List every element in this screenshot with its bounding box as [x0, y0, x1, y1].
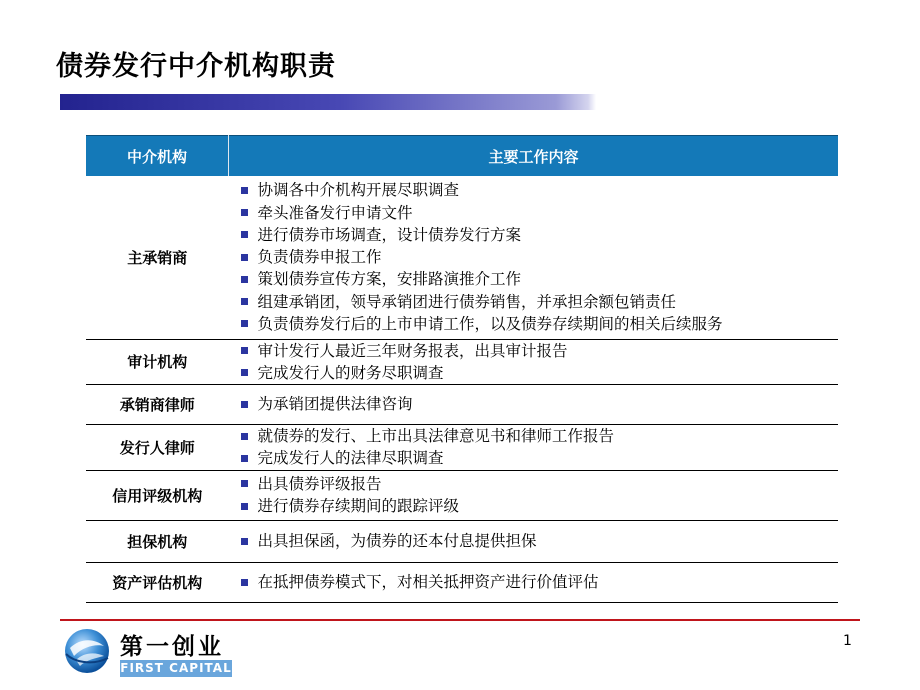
table-row	[86, 470, 838, 520]
duty-text: 组建承销团，领导承销团进行债券销售，并承担余额包销责任	[257, 292, 677, 311]
duties-cell	[229, 520, 839, 562]
list-item	[241, 268, 839, 290]
header-content: 主要工作内容	[229, 136, 839, 177]
square-bullet-icon	[241, 369, 248, 376]
square-bullet-icon	[241, 276, 248, 283]
list-item	[241, 530, 839, 552]
list-item	[241, 202, 839, 224]
header-org: 中介机构	[86, 136, 229, 177]
table-row	[86, 562, 838, 602]
page-number: 1	[843, 633, 852, 649]
title-underline-bar	[60, 94, 860, 110]
list-item	[241, 340, 839, 362]
list-item	[241, 447, 839, 469]
square-bullet-icon	[241, 579, 248, 586]
table-row	[86, 385, 838, 425]
list-item	[241, 224, 839, 246]
duties-list	[229, 340, 839, 385]
square-bullet-icon	[241, 503, 248, 510]
duty-text: 进行债券存续期间的跟踪评级	[257, 497, 460, 516]
table-row	[86, 425, 838, 471]
duty-text: 审计发行人最近三年财务报表，出具审计报告	[257, 341, 568, 360]
list-item	[241, 313, 839, 335]
square-bullet-icon	[241, 231, 248, 238]
duty-text: 完成发行人的财务尽职调查	[257, 363, 444, 382]
org-name-cell: 承销商律师	[86, 385, 229, 425]
table-header-row	[86, 136, 838, 177]
list-item	[241, 473, 839, 495]
duty-text: 策划债券宣传方案，安排路演推介工作	[257, 270, 522, 289]
list-item	[241, 495, 839, 517]
list-item	[241, 246, 839, 268]
table-row	[86, 176, 838, 339]
square-bullet-icon	[241, 433, 248, 440]
org-name-cell: 审计机构	[86, 339, 229, 385]
duties-cell	[229, 425, 839, 471]
duty-text: 负责债券申报工作	[257, 248, 382, 267]
list-item	[241, 571, 839, 593]
globe-logo-icon	[62, 626, 112, 676]
footer-divider	[60, 619, 860, 621]
duties-list	[229, 179, 839, 335]
duties-cell	[229, 562, 839, 602]
duties-cell	[229, 385, 839, 425]
duties-list	[229, 473, 839, 518]
list-item	[241, 291, 839, 313]
table-row	[86, 339, 838, 385]
square-bullet-icon	[241, 187, 248, 194]
org-name-cell: 信用评级机构	[86, 470, 229, 520]
page-title: 债券发行中介机构职责	[56, 51, 336, 82]
square-bullet-icon	[241, 455, 248, 462]
company-logo	[60, 624, 240, 682]
square-bullet-icon	[241, 347, 248, 354]
org-name-cell: 主承销商	[86, 176, 229, 339]
square-bullet-icon	[241, 298, 248, 305]
square-bullet-icon	[241, 254, 248, 261]
org-name-cell: 担保机构	[86, 520, 229, 562]
duty-text: 出具担保函，为债券的还本付息提供担保	[257, 532, 537, 551]
list-item	[241, 362, 839, 384]
duties-list	[229, 425, 839, 470]
org-name-cell: 发行人律师	[86, 425, 229, 471]
duty-text: 牵头准备发行申请文件	[257, 203, 413, 222]
duties-list	[229, 530, 839, 552]
duties-list	[229, 393, 839, 415]
square-bullet-icon	[241, 480, 248, 487]
org-name-cell: 资产评估机构	[86, 562, 229, 602]
square-bullet-icon	[241, 320, 248, 327]
duty-text: 完成发行人的法律尽职调查	[257, 449, 444, 468]
responsibilities-table	[86, 135, 838, 603]
table-row	[86, 520, 838, 562]
duty-text: 为承销团提供法律咨询	[257, 395, 413, 414]
logo-chinese-text: 第一创业	[120, 633, 224, 660]
duty-text: 进行债券市场调查，设计债券发行方案	[257, 225, 522, 244]
duties-cell	[229, 470, 839, 520]
duty-text: 协调各中介机构开展尽职调查	[257, 181, 460, 200]
duty-text: 负责债券发行后的上市申请工作，以及债券存续期间的相关后续服务	[257, 314, 723, 333]
list-item	[241, 179, 839, 201]
duty-text: 出具债券评级报告	[257, 474, 382, 493]
duties-list	[229, 571, 839, 593]
square-bullet-icon	[241, 401, 248, 408]
square-bullet-icon	[241, 209, 248, 216]
square-bullet-icon	[241, 538, 248, 545]
logo-english-text: FIRST CAPITAL	[120, 661, 232, 675]
duties-cell	[229, 176, 839, 339]
duties-cell	[229, 339, 839, 385]
list-item	[241, 393, 839, 415]
list-item	[241, 425, 839, 447]
duty-text: 就债券的发行、上市出具法律意见书和律师工作报告	[257, 427, 615, 446]
duty-text: 在抵押债券模式下，对相关抵押资产进行价值评估	[257, 573, 599, 592]
